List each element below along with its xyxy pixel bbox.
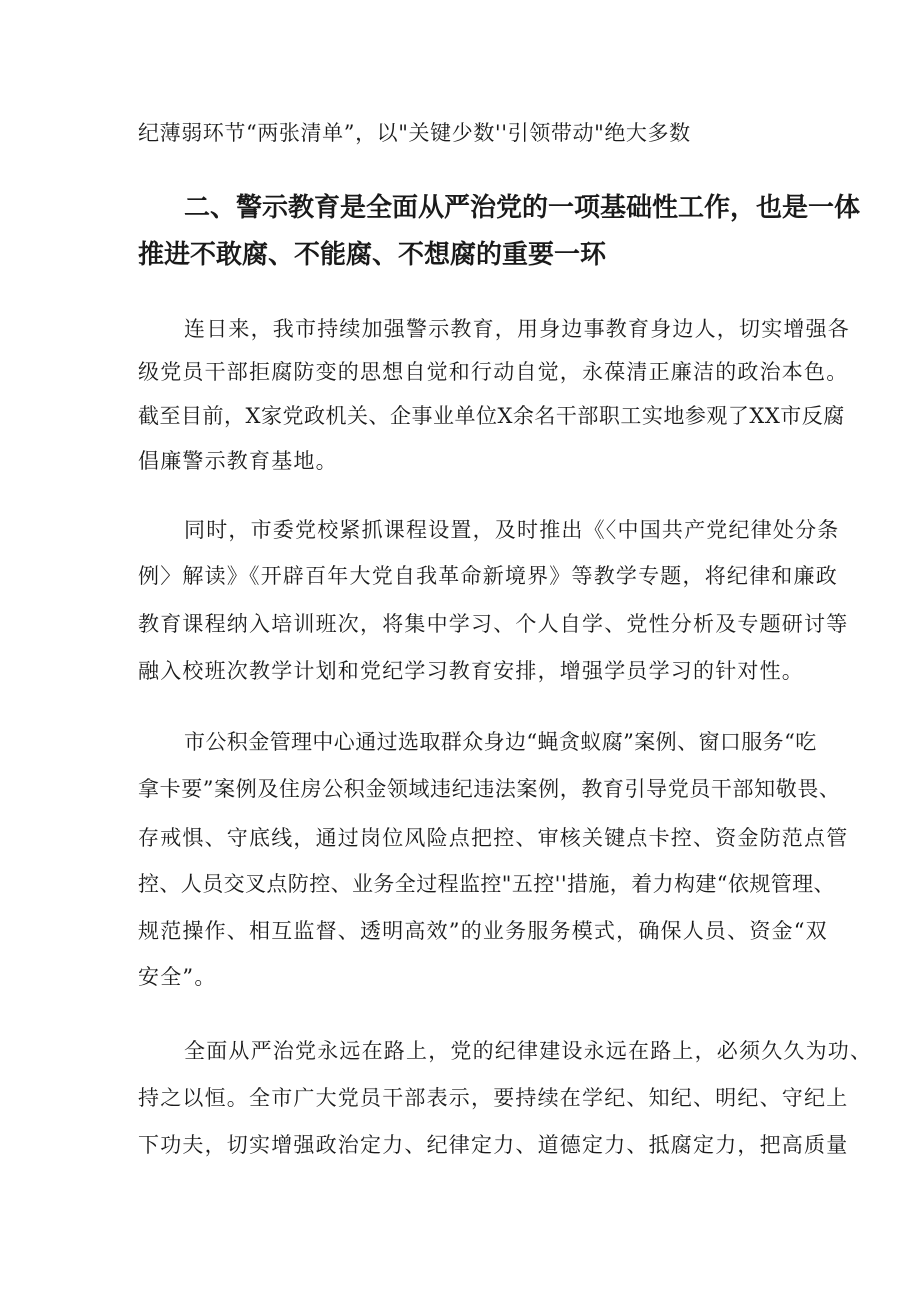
section-heading-line-2: 推进不敢腐、不能腐、不想腐的重要一环 [138,240,607,270]
fragment-line: 纪薄弱环节“两张清单”，以"关键少数''引领带动"绝大多数 [138,121,691,145]
paragraph-3-line-6: 安全”。 [138,965,217,989]
paragraph-1-line-2: 级党员干部拒腐防变的思想自觉和行动自觉，永葆清正廉洁的政治本色。 [138,360,849,384]
paragraph-2-line-4: 融入校班次教学计划和党纪学习教育安排，增强学员学习的针对性。 [138,659,804,683]
paragraph-3-line-3: 存戒惧、守底线，通过岗位风险点把控、审核关键点卡控、资金防范点管 [138,826,849,850]
paragraph-4-line-1: 全面从严治党永远在路上，党的纪律建设永远在路上，必须久久为功、 [184,1039,873,1063]
paragraph-3-line-2: 拿卡要”案例及住房公积金领域违纪违法案例，教育引导党员干部知敬畏、 [138,777,841,801]
paragraph-1-line-3: 截至目前，X家党政机关、企事业单位X余名干部职工实地参观了XX市反腐 [138,404,845,428]
paragraph-3-line-5: 规范操作、相互监督、透明高效”的业务服务模式，确保人员、资金“双 [138,919,828,943]
paragraph-1-line-4: 倡廉警示教育基地。 [138,449,338,473]
paragraph-2-line-3: 教育课程纳入培训班次，将集中学习、个人自学、党性分析及专题研讨等 [138,612,849,636]
paragraph-1-line-1: 连日来，我市持续加强警示教育，用身边事教育身边人，切实增强各 [184,317,850,341]
paragraph-3-line-1: 市公积金管理中心通过选取群众身边“蝇贪蚁腐”案例、窗口服务“吃 [184,730,817,754]
paragraph-4-line-2: 持之以恒。全市广大党员干部表示，要持续在学纪、知纪、明纪、守纪上 [138,1086,849,1110]
paragraph-2-line-1: 同时，市委党校紧抓课程设置，及时推出《〈中国共产党纪律处分条 [184,518,840,542]
paragraph-4-line-3: 下功夫，切实增强政治定力、纪律定力、道德定力、抵腐定力，把高质量 [138,1133,849,1157]
section-heading-line-1: 二、警示教育是全面从严治党的一项基础性工作，也是一体 [184,193,861,223]
paragraph-2-line-2: 例〉解读》《开辟百年大党自我革命新境界》等教学专题，将纪律和廉政 [138,564,838,588]
paragraph-3-line-4: 控、人员交叉点防控、业务全过程监控"五控''措施，着力构建“依规管理、 [138,872,835,896]
